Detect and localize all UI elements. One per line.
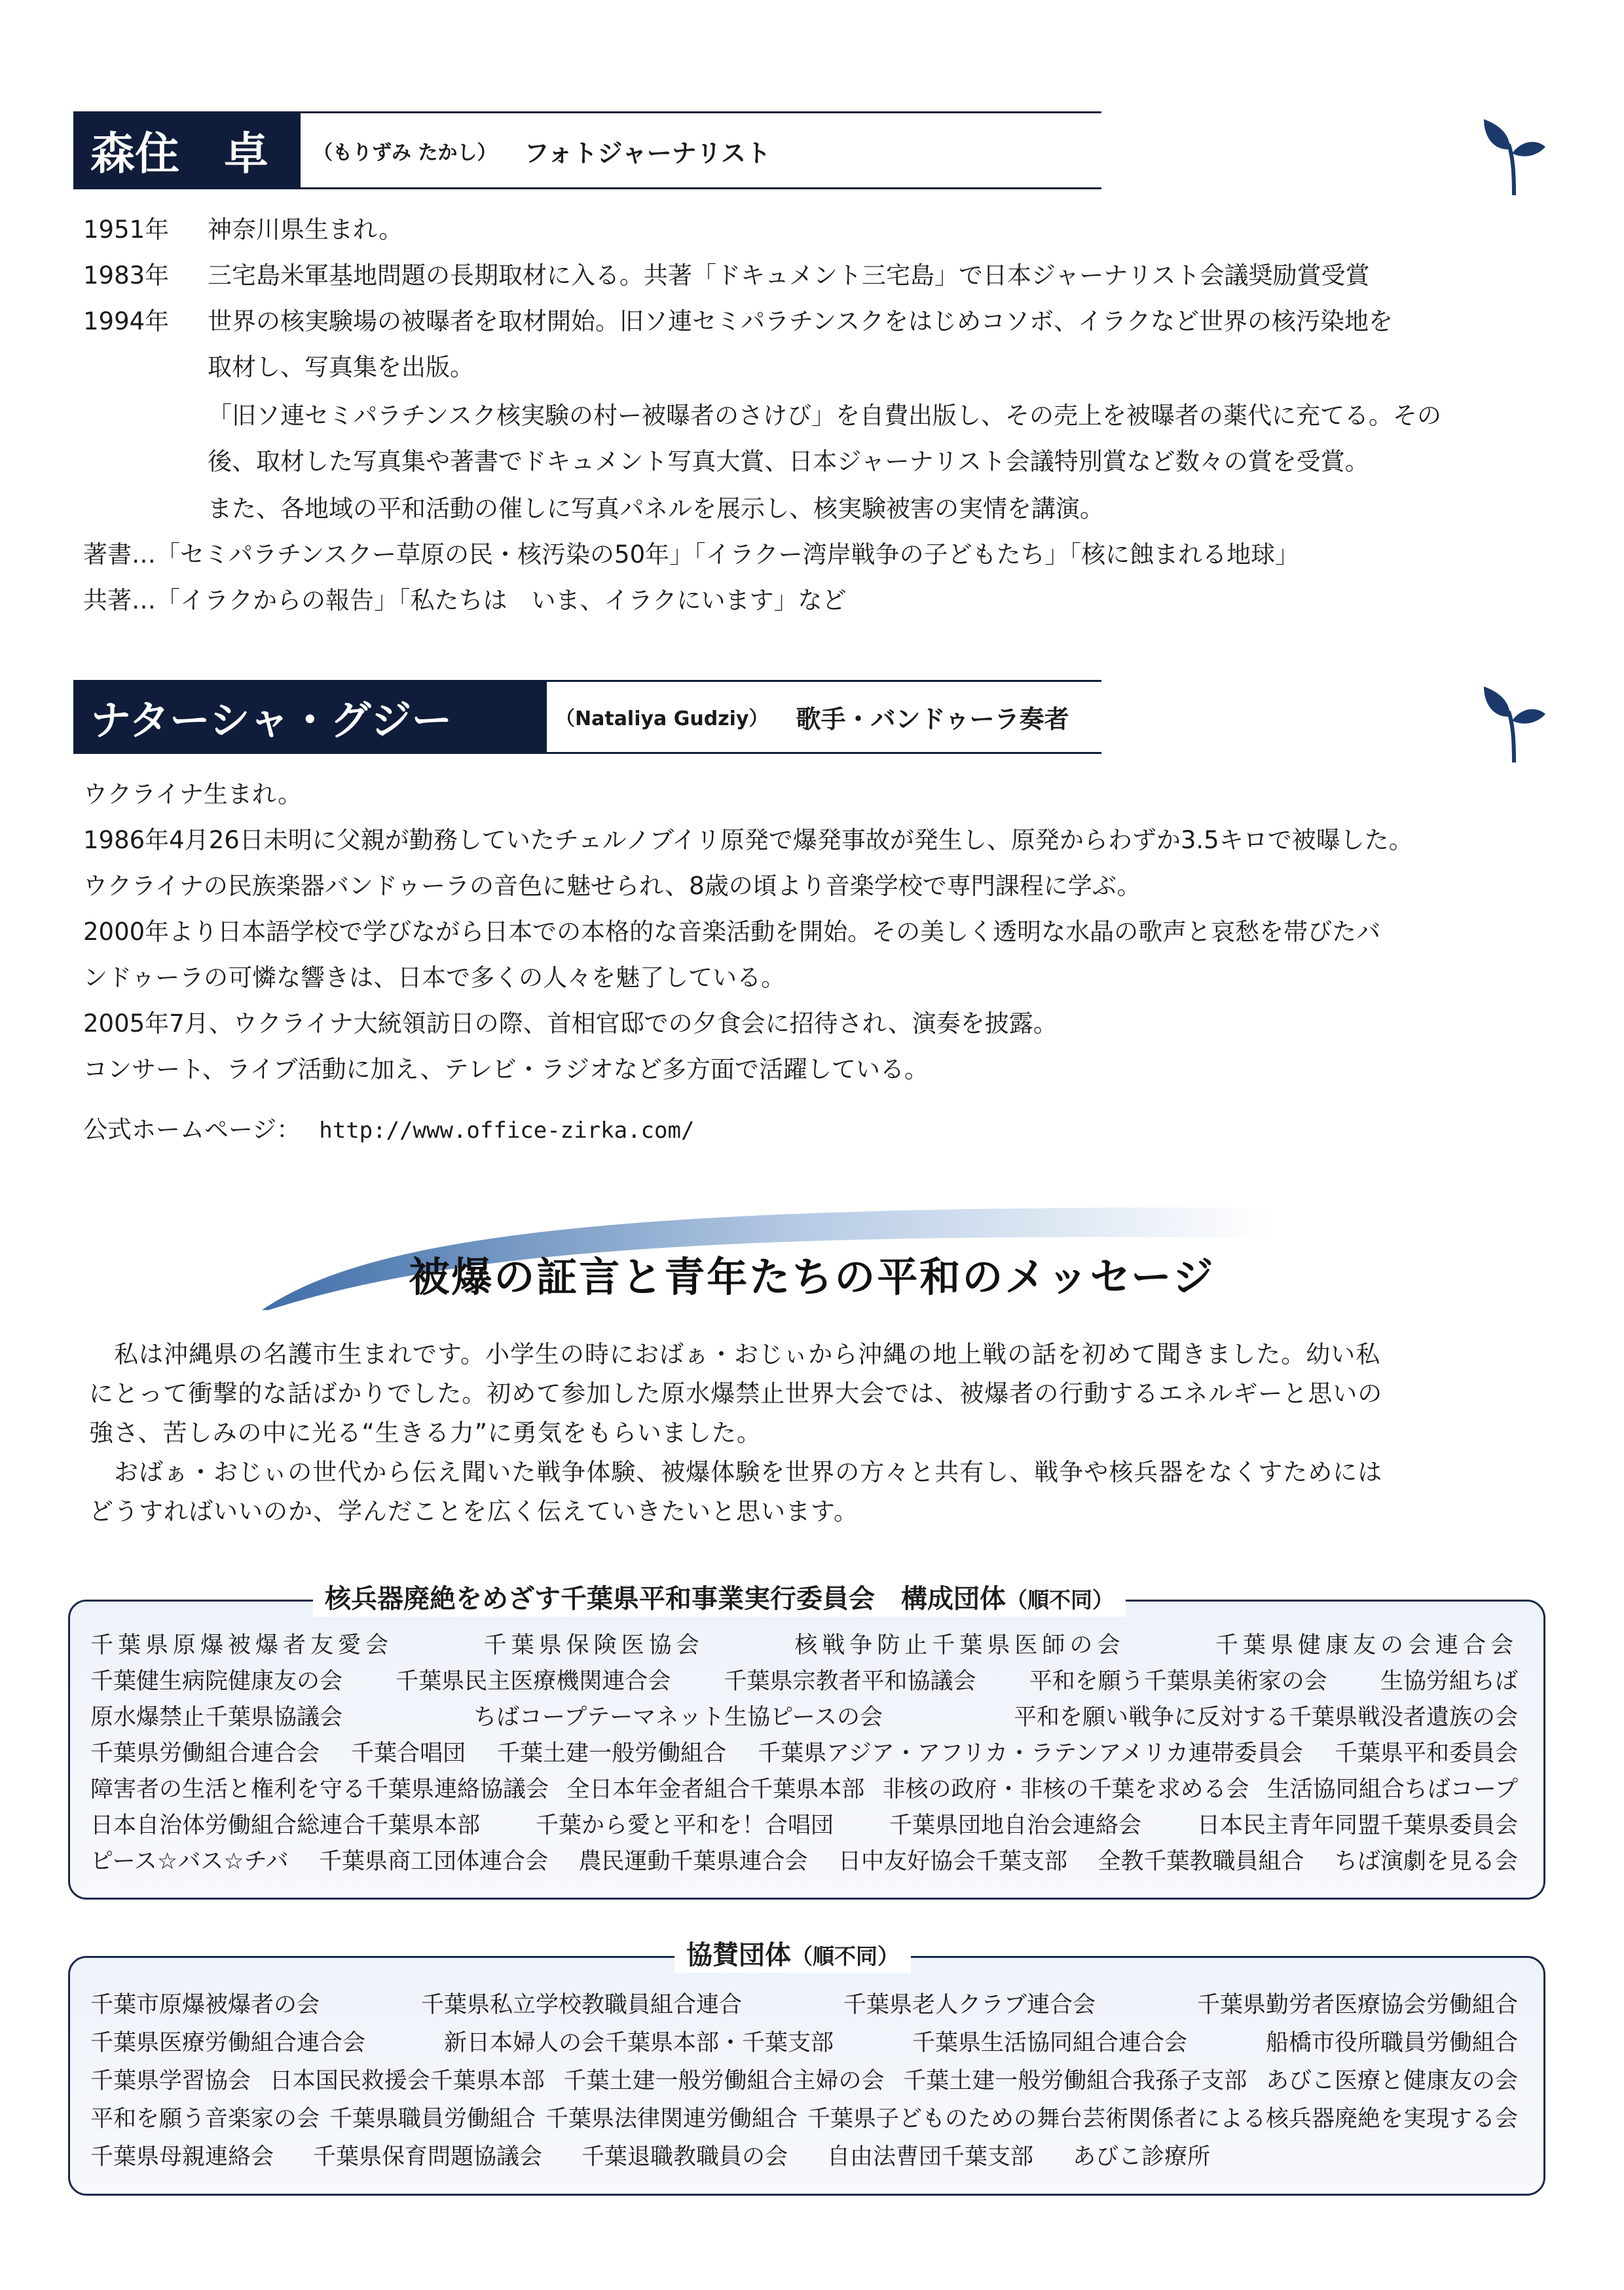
profile2-role: 歌手・バンドゥーラ奏者 — [796, 704, 1069, 734]
member-org: 平和を願い戦争に反対する千葉県戦没者遺族の会 — [1013, 1704, 1518, 1731]
homepage-link[interactable]: http://www.office-zirka.com/ — [319, 1117, 695, 1144]
member-org: 農民運動千葉県連合会 — [578, 1849, 808, 1875]
member-org: 千葉県労働組合連合会 — [90, 1740, 320, 1767]
profile1-coauthored: 共著…「イラクからの報告」「私たちは いま、イラクにいます」など — [83, 586, 847, 614]
message-title: 被爆の証言と青年たちの平和のメッセージ — [409, 1253, 1215, 1301]
supporter-org: あびこ医療と健康友の会 — [1265, 2068, 1518, 2094]
member-org: 千葉県団地自治会連絡会 — [889, 1812, 1141, 1839]
member-org: 千葉県アジア・アフリカ・ラテンアメリカ連帯委員会 — [758, 1740, 1303, 1767]
member-org: 障害者の生活と権利を守る千葉県連絡協議会 — [90, 1776, 549, 1803]
profile1-entry-year: 1994年 — [83, 307, 170, 335]
profile2-header-bottom-rule — [73, 752, 1101, 754]
profile2-line: 1986年4月26日未明に父親が勤務していたチェルノブイリ原発で爆発事故が発生し、原発からわずか3.5キロで被曝した。 — [83, 826, 1413, 854]
supporter-org: 千葉県私立学校教職員組合連合 — [420, 1992, 742, 2018]
member-org: 非核の政府・非核の千葉を求める会 — [882, 1776, 1249, 1803]
supporter-org: 千葉市原爆被爆者の会 — [90, 1992, 320, 2018]
supporter-org: 千葉退職教職員の会 — [581, 2144, 788, 2170]
supporter-org: 千葉土建一般労働組合我孫子支部 — [903, 2068, 1247, 2094]
members-heading — [313, 1583, 1126, 1617]
member-org: ちばコープテーマネット生協ピースの会 — [473, 1704, 883, 1731]
supporter-org: 千葉県子どものための舞台芸術関係者による核兵器廃絶を実現する会 — [807, 2106, 1518, 2132]
member-org: 千葉県宗教者平和協議会 — [724, 1668, 976, 1695]
sprout-icon — [1481, 111, 1547, 197]
message-line: 強さ、苦しみの中に光る“生きる力”に勇気をもらいました。 — [89, 1419, 762, 1447]
supporters-heading — [674, 1939, 911, 1973]
supporter-org: 船橋市役所職員労働組合 — [1265, 2030, 1518, 2056]
profile1-continuation: また、各地域の平和活動の催しに写真パネルを展示し、核実験被害の実情を講演。 — [208, 495, 1104, 523]
member-org: 全日本年金者組合千葉県本部 — [566, 1776, 865, 1803]
profile1-entry-year: 1983年 — [83, 261, 170, 290]
profile2-name-text: ナターシャ・グジー — [90, 696, 452, 744]
supporter-org: 新日本婦人の会千葉県本部・千葉支部 — [443, 2030, 834, 2056]
members-note: （順不同） — [1006, 1587, 1114, 1613]
member-org: 生活協同組合ちばコープ — [1266, 1776, 1518, 1803]
supporter-org: 自由法曹団千葉支部 — [827, 2144, 1034, 2170]
member-org: 千葉から愛と平和を！合唱団 — [535, 1812, 834, 1839]
supporters-title: 協賛団体 — [686, 1940, 791, 1970]
member-org: 千葉合唱団 — [351, 1740, 466, 1767]
supporter-org: 千葉県老人クラブ連合会 — [843, 1992, 1096, 2018]
member-org: ちば演劇を見る会 — [1334, 1849, 1518, 1875]
members-row — [90, 1845, 1518, 1878]
profile1-entry-year: 1951年 — [83, 216, 170, 244]
members-row — [90, 1701, 1518, 1734]
profile2-line: コンサート、ライブ活動に加え、テレビ・ラジオなど多方面で活躍している。 — [83, 1055, 929, 1083]
profile1-name — [73, 111, 299, 189]
profile1-continuation: 取材し、写真集を出版。 — [208, 353, 474, 381]
member-org: 千葉県保険医協会 — [483, 1632, 704, 1659]
profile2-line: 2005年7月、ウクライナ大統領訪日の際、首相官邸での夕食会に招待され、演奏を披露。 — [83, 1009, 1058, 1038]
profile1-entry — [83, 259, 1370, 292]
profile2-header-divider — [545, 680, 547, 753]
profile1-continuation: 後、取材した写真集や著書でドキュメント写真大賞、日本ジャーナリスト会議特別賞など数々の賞を受賞。 — [208, 447, 1369, 476]
member-org: 日本民主青年同盟千葉県委員会 — [1196, 1812, 1518, 1839]
supporter-org: 日本国民救援会千葉県本部 — [269, 2068, 545, 2094]
member-org: 核戦争防止千葉県医師の会 — [794, 1632, 1125, 1659]
supporter-org: あびこ診療所 — [1073, 2144, 1211, 2170]
message-line: 私は沖縄県の名護市生まれです。小学生の時におばぁ・おじぃから沖縄の地上戦の話を初めて聞きました。幼い私 — [89, 1340, 1381, 1368]
supporters-row — [90, 2103, 1518, 2135]
supporters-row — [90, 2065, 1518, 2097]
supporter-org: 千葉県法律関連労働組合 — [545, 2106, 798, 2132]
profile2-line: 2000年より日本語学校で学びながら日本での本格的な音楽活動を開始。その美しく透明な水晶の歌声と哀愁を帯びたバ — [83, 918, 1381, 946]
profile1-books: 著書…「セミパラチンスクー草原の民・核汚染の50年」「イラクー湾岸戦争の子どもたち」「核に蝕まれる地球」 — [83, 540, 1300, 569]
member-org: 千葉県平和委員会 — [1334, 1740, 1518, 1767]
supporter-org: 千葉県学習協会 — [90, 2068, 251, 2094]
member-org: 日本自治体労働組合総連合千葉県本部 — [90, 1812, 481, 1839]
member-org: 千葉土建一般労働組合 — [497, 1740, 727, 1767]
member-org: 千葉県健康友の会連合会 — [1215, 1632, 1518, 1659]
member-org: 生協労組ちば — [1380, 1668, 1518, 1695]
profile1-subtitle — [313, 128, 771, 173]
profile1-entry-text: 三宅島米軍基地問題の長期取材に入る。共著「ドキュメント三宅島」で日本ジャーナリスト会議奨励賞受賞 — [208, 261, 1370, 290]
members-row — [90, 1737, 1518, 1770]
message-line: どうすればいいのか、学んだことを広く伝えていきたいと思います。 — [89, 1497, 859, 1526]
profile1-reading: （もりずみ たかし） — [313, 141, 497, 164]
profile2-subtitle — [555, 694, 1069, 739]
profile1-entry — [83, 305, 1393, 338]
profile1-role: フォトジャーナリスト — [524, 138, 771, 168]
member-org: 日中友好協会千葉支部 — [838, 1849, 1067, 1875]
profile2-line: ウクライナ生まれ。 — [83, 780, 303, 808]
members-row — [90, 1665, 1518, 1698]
member-org: 千葉県原爆被爆者友愛会 — [90, 1632, 394, 1659]
supporter-org: 千葉県医療労働組合連合会 — [90, 2030, 366, 2056]
member-org: 原水爆禁止千葉県協議会 — [90, 1704, 343, 1731]
profile1-entry — [83, 214, 403, 246]
supporter-org: 千葉県勤労者医療協会労働組合 — [1196, 1992, 1518, 2018]
member-org: ピース☆バス☆チバ — [90, 1849, 289, 1875]
sprout-icon — [1481, 679, 1547, 764]
member-org: 千葉県民主医療機関連合会 — [396, 1668, 671, 1695]
profile1-entry-text: 神奈川県生まれ。 — [208, 216, 403, 244]
message-line: にとって衝撃的な話ばかりでした。初めて参加した原水爆禁止世界大会では、被爆者の行動するエネルギーと思いの — [89, 1380, 1383, 1408]
profile2-name — [73, 680, 545, 753]
profile1-name-text: 森住 卓 — [90, 128, 269, 180]
homepage-label: 公式ホームページ： — [83, 1116, 301, 1144]
profile2-line: ンドゥーラの可憐な響きは、日本で多くの人々を魅了している。 — [83, 964, 786, 992]
members-row — [90, 1809, 1518, 1842]
members-title: 核兵器廃絶をめざす千葉県平和事業実行委員会 構成団体 — [325, 1584, 1006, 1614]
supporters-row — [90, 2141, 1518, 2173]
supporter-org: 千葉県保育問題協議会 — [313, 2144, 543, 2170]
supporters-row — [90, 2027, 1518, 2059]
supporter-org: 千葉県生活協同組合連合会 — [912, 2030, 1187, 2056]
member-org: 全教千葉教職員組合 — [1098, 1849, 1304, 1875]
profile1-header-bottom-rule — [73, 187, 1101, 189]
supporter-org: 千葉県母親連絡会 — [90, 2144, 274, 2170]
profile2-reading: （Nataliya Gudziy） — [555, 707, 769, 730]
profile1-header-divider — [299, 111, 301, 189]
members-row — [90, 1629, 1518, 1662]
message-line: おばぁ・おじぃの世代から伝え聞いた戦争体験、被爆体験を世界の方々と共有し、戦争や核兵器をなくすためには — [89, 1458, 1383, 1486]
profile1-continuation: 「旧ソ連セミパラチンスク核実験の村ー被曝者のさけび」を自費出版し、その売上を被曝者の薬代に充てる。その — [208, 402, 1442, 430]
supporter-org: 千葉土建一般労働組合主婦の会 — [563, 2068, 885, 2094]
supporter-org: 千葉県職員労働組合 — [329, 2106, 536, 2132]
members-row — [90, 1773, 1518, 1806]
profile1-entry-text: 世界の核実験場の被曝者を取材開始。旧ソ連セミパラチンスクをはじめコソボ、イラクなど世界の核汚染地を — [208, 307, 1393, 335]
supporters-note: （順不同） — [791, 1943, 899, 1969]
member-org: 平和を願う千葉県美術家の会 — [1029, 1668, 1327, 1695]
member-org: 千葉県商工団体連合会 — [318, 1849, 548, 1875]
supporter-org: 平和を願う音楽家の会 — [90, 2106, 320, 2132]
homepage — [83, 1114, 694, 1147]
profile2-line: ウクライナの民族楽器バンドゥーラの音色に魅せられ、8歳の頃より音楽学校で専門課程に学ぶ。 — [83, 872, 1141, 900]
supporters-row — [90, 1989, 1518, 2021]
member-org: 千葉健生病院健康友の会 — [90, 1668, 343, 1695]
